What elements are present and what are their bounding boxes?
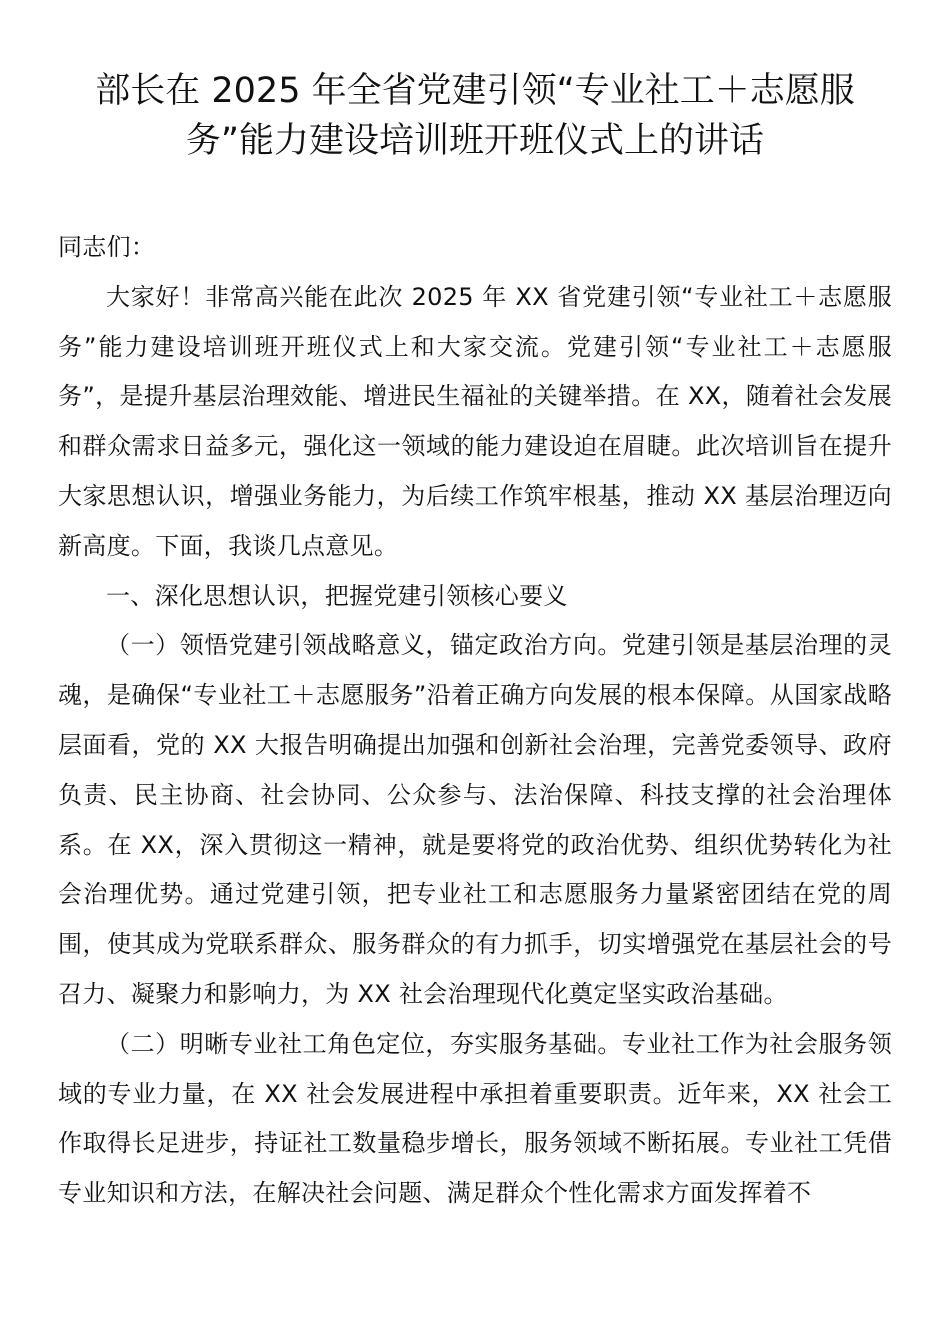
- document-body: [58, 223, 892, 1219]
- paragraph-subsection-1: （一）领悟党建引领战略意义，锚定政治方向。党建引领是基层治理的灵魂，是确保“专业社工＋志愿服务”沿着正确方向发展的根本保障。从国家战略层面看，党的 XX 大报告明确提出加强和创新社会治理，完善党委领导、政府负责、民主协商、社会协同、公众参与、法治保障、科技支撑的社会治理体系。在 XX，深入贯彻这一精神，就是要将党的政治优势、组织优势转化为社会治理优势。通过党建引领，把专业社工和志愿服务力量紧密团结在党的周围，使其成为党联系群众、服务群众的有力抓手，切实增强党在基层社会的号召力、凝聚力和影响力，为 XX 社会治理现代化奠定坚实政治基础。: [58, 631, 892, 1008]
- document-title: 部长在 2025 年全省党建引领“专业社工＋志愿服务”能力建设培训班开班仪式上的讲话: [95, 71, 855, 161]
- paragraph-subsection-2: （二）明晰专业社工角色定位，夯实服务基础。专业社工作为社会服务领域的专业力量，在 XX 社会发展进程中承担着重要职责。近年来，XX 社会工作取得长足进步，持证社工数量稳步增长，服务领域不断拓展。专业社工凭借专业知识和方法，在解决社会问题、满足群众个性化需求方面发挥着不: [58, 1029, 892, 1208]
- section-heading-1: 一、深化思想认识，把握党建引领核心要义: [106, 581, 568, 610]
- salutation: 同志们：: [58, 233, 156, 261]
- document-page: [58, 66, 892, 1219]
- paragraph-intro: 大家好！非常高兴能在此次 2025 年 XX 省党建引领“专业社工＋志愿服务”能力建设培训班开班仪式上和大家交流。党建引领“专业社工＋志愿服务”，是提升基层治理效能、增进民生福祉的关键举措。在 XX，随着社会发展和群众需求日益多元，强化这一领域的能力建设迫在眉睫。此次培训旨在提升大家思想认识，增强业务能力，为后续工作筑牢根基，推动 XX 基层治理迈向新高度。下面，我谈几点意见。: [58, 282, 892, 560]
